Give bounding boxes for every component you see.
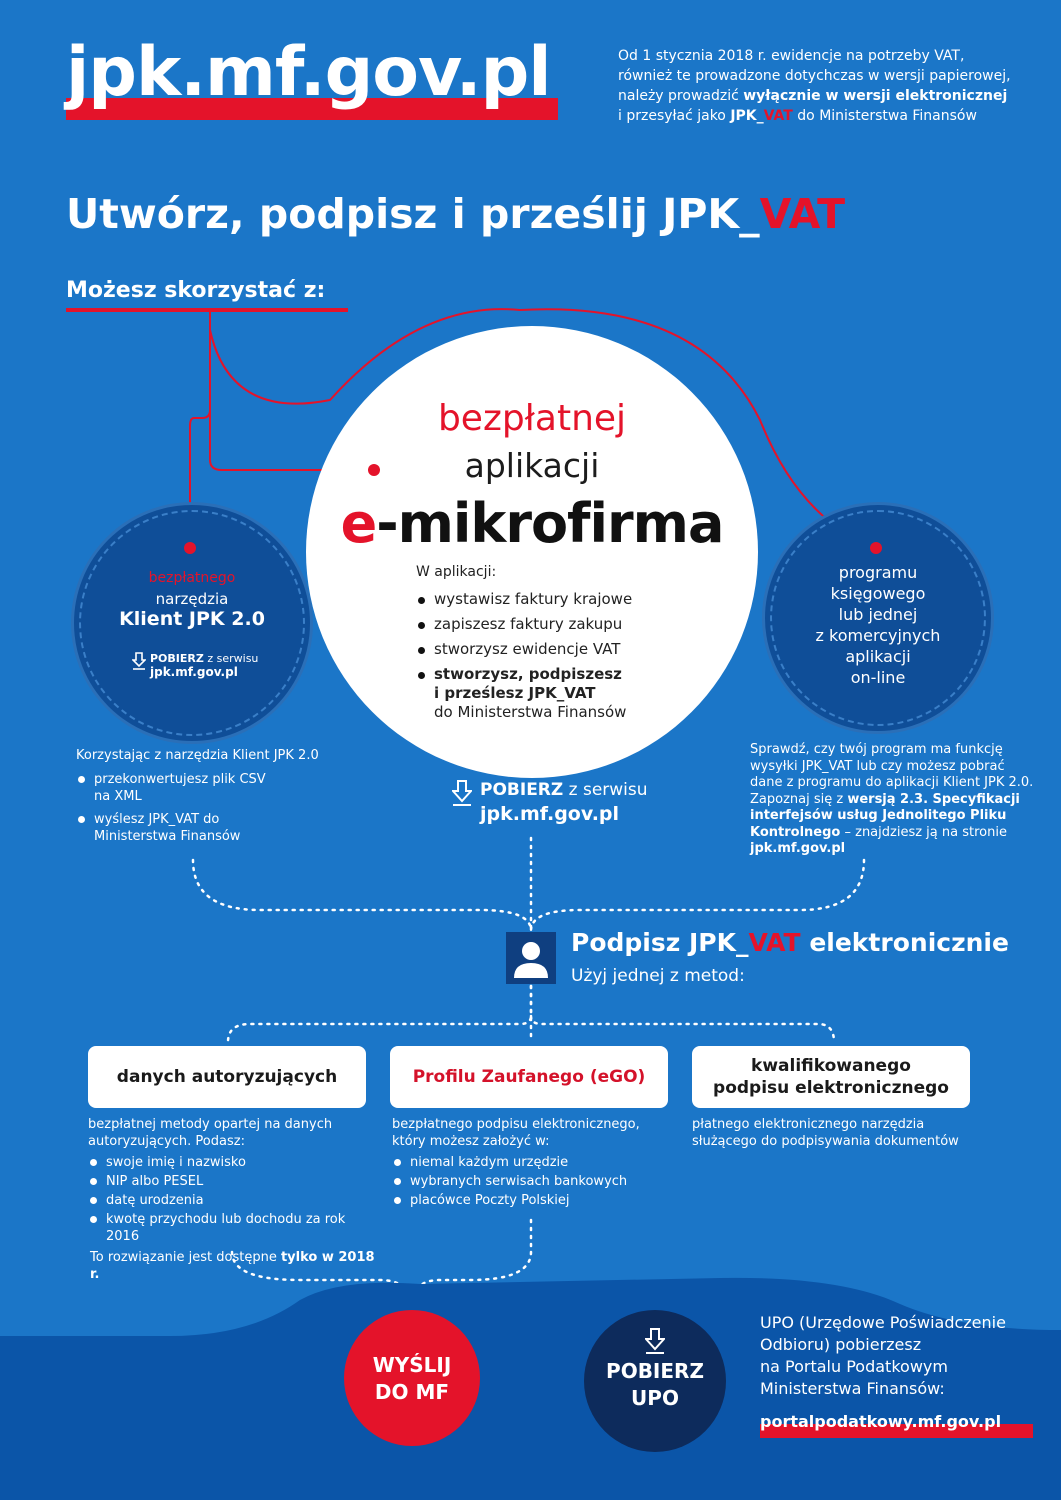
list-item: kwotę przychodu lub dochodu za rok 2016 — [88, 1211, 378, 1245]
list-item: swoje imię i nazwisko — [88, 1154, 378, 1171]
list-item: datę urodzenia — [88, 1192, 378, 1209]
main-heading-vat: VAT — [759, 190, 846, 238]
sign-title-end: elektronicznie — [800, 928, 1009, 957]
send-to-mf-label — [344, 1352, 480, 1406]
portal-link[interactable]: portalpodatkowy.mf.gov.pl — [760, 1412, 1002, 1431]
method-desc-text: bezpłatnej metody opartej na danych autoryzujących. Podasz: — [88, 1117, 333, 1149]
method-qualified-signature[interactable] — [692, 1046, 970, 1108]
commercial-note — [750, 742, 1035, 858]
center-feature-item: wystawisz faktury krajowe — [416, 590, 696, 609]
emikrofirma-name-e: e — [340, 492, 377, 555]
method-desc-text: bezpłatnego podpisu elektronicznego, który możesz założyć w: — [392, 1117, 640, 1149]
send-label-1: WYŚLIJ — [372, 1353, 452, 1377]
commercial-note-text: Sprawdź, czy twój program ma funkcję wysyłki JPK_VAT lub czy możesz pobrać dane z programu do aplikacji Klient JPK 2.0. Zapoznaj się z — [750, 742, 1034, 807]
method-trusted-profile-list — [392, 1154, 682, 1209]
commercial-line-6: on-line — [850, 668, 906, 687]
download-upo-label — [584, 1358, 726, 1412]
center-app-label: aplikacji — [464, 446, 600, 485]
emikrofirma-name — [306, 492, 758, 555]
commercial-line-1: programu — [838, 563, 918, 582]
sign-title — [571, 928, 1009, 957]
sub-heading-underline — [66, 308, 348, 312]
list-item: NIP albo PESEL — [88, 1173, 378, 1190]
intro-text — [618, 46, 1038, 126]
method-note-text: To rozwiązanie jest dostępne — [90, 1250, 281, 1265]
middle-download-bold: POBIERZ — [480, 780, 564, 800]
method-qualified-desc — [692, 1116, 992, 1150]
middle-download-rest: z serwisu — [563, 780, 648, 800]
method-trusted-profile[interactable]: Profilu Zaufanego (eGO) — [390, 1046, 668, 1108]
sub-heading: Możesz skorzystać z: — [66, 278, 326, 303]
upo-text-1: UPO (Urzędowe Poświadczenie — [760, 1313, 1006, 1332]
upo-text-4: Ministerstwa Finansów: — [760, 1379, 945, 1398]
left-download-link[interactable] — [130, 652, 270, 679]
upo-label-2: UPO — [631, 1386, 679, 1410]
list-item: niemal każdym urzędzie — [392, 1154, 682, 1171]
method-note-bold: tylko w 2018 r. — [90, 1250, 375, 1282]
main-heading-text: Utwórz, podpisz i prześlij JPK_ — [66, 190, 760, 238]
upo-description — [760, 1312, 1050, 1400]
center-feature-last-bold-2: i prześlesz JPK_VAT — [434, 684, 596, 702]
upo-text-3: na Portalu Podatkowym — [760, 1357, 948, 1376]
klient-jpk-note-title: Korzystając z narzędzia Klient JPK 2.0 — [76, 748, 319, 763]
left-download-rest: z serwisu — [203, 652, 259, 665]
method-authorization-data[interactable]: danych autoryzujących — [88, 1046, 366, 1108]
commercial-note-bold: wersją 2.3. Specyfikacji interfejsów usług Jednolitego Pliku Kontrolnego — [750, 791, 1020, 840]
commercial-note-site[interactable]: jpk.mf.gov.pl — [750, 841, 846, 856]
commercial-line-3: lub jednej — [838, 605, 918, 624]
list-item: placówce Poczty Polskiej — [392, 1192, 682, 1209]
center-feature-item: stworzysz ewidencje VAT — [416, 640, 696, 659]
commercial-note-text-2: – znajdziesz ją na stronie — [840, 824, 1007, 840]
intro-line-1: Od 1 stycznia 2018 r. ewidencje na potrzeby VAT, — [618, 48, 965, 64]
send-label-2: DO MF — [374, 1380, 450, 1404]
upo-text-2: Odbioru) pobierzesz — [760, 1335, 922, 1354]
left-download-bold: POBIERZ — [150, 652, 204, 665]
commercial-line-2: księgowego — [830, 584, 926, 603]
klient-jpk-name: Klient JPK 2.0 — [119, 608, 265, 630]
middle-download-site: jpk.mf.gov.pl — [480, 803, 620, 825]
center-feature-list — [416, 590, 696, 728]
center-feature-item-last — [416, 665, 696, 722]
main-heading — [66, 190, 845, 238]
center-free-label: bezpłatnej — [437, 398, 627, 439]
intro-line-3 — [618, 86, 1038, 106]
center-in-app-label: W aplikacji: — [416, 564, 497, 580]
klient-jpk-note — [76, 748, 356, 851]
intro-line-4-end: do Ministerstwa Finansów — [792, 108, 977, 124]
sign-title-text: Podpisz JPK_ — [571, 928, 749, 957]
intro-line-4-text: i przesyłać jako — [618, 108, 731, 124]
download-icon — [645, 1328, 665, 1354]
left-tool-label: narzędzia — [155, 590, 229, 608]
middle-download-link[interactable] — [452, 778, 648, 827]
center-feature-last-bold: stworzysz, podpiszesz — [434, 665, 622, 683]
method-desc-text: płatnego elektronicznego narzędzia służącego do podpisywania dokumentów — [692, 1117, 959, 1149]
center-feature-item: zapiszesz faktury zakupu — [416, 615, 696, 634]
commercial-app-text — [770, 562, 986, 688]
intro-line-3-text: należy prowadzić — [618, 88, 744, 104]
klient-jpk-note-list — [76, 771, 356, 845]
intro-jpk: JPK_ — [730, 108, 764, 124]
list-item: przekonwertujesz plik CSV na XML — [76, 771, 276, 805]
method-qualified-line-2: podpisu elektronicznego — [713, 1078, 949, 1098]
left-free-label: bezpłatnego — [148, 570, 236, 586]
commercial-line-5: aplikacji — [845, 647, 911, 666]
left-download-site: jpk.mf.gov.pl — [150, 665, 238, 679]
intro-line-2: również te prowadzone dotychczas w wersji papierowej, — [618, 68, 1011, 84]
sign-title-vat: VAT — [748, 928, 801, 957]
intro-line-4 — [618, 106, 1038, 126]
intro-vat: VAT — [763, 108, 793, 124]
user-icon — [506, 932, 556, 984]
intro-line-3-bold: wyłącznie w wersji elektronicznej — [743, 88, 1008, 104]
sign-subtitle: Użyj jednej z metod: — [571, 966, 745, 986]
center-feature-last-normal: do Ministerstwa Finansów — [434, 703, 627, 721]
upo-label-1: POBIERZ — [606, 1359, 704, 1383]
site-title[interactable]: jpk.mf.gov.pl — [66, 33, 551, 112]
emikrofirma-name-rest: -mikrofirma — [376, 492, 724, 555]
method-authorization-list — [88, 1154, 378, 1245]
list-item: wyślesz JPK_VAT do Ministerstwa Finansów — [76, 811, 276, 845]
method-trusted-profile-desc — [392, 1116, 682, 1211]
method-authorization-desc — [88, 1116, 378, 1283]
commercial-line-4: z komercyjnych — [815, 626, 941, 645]
method-qualified-line-1: kwalifikowanego — [751, 1056, 911, 1076]
list-item: wybranych serwisach bankowych — [392, 1173, 682, 1190]
